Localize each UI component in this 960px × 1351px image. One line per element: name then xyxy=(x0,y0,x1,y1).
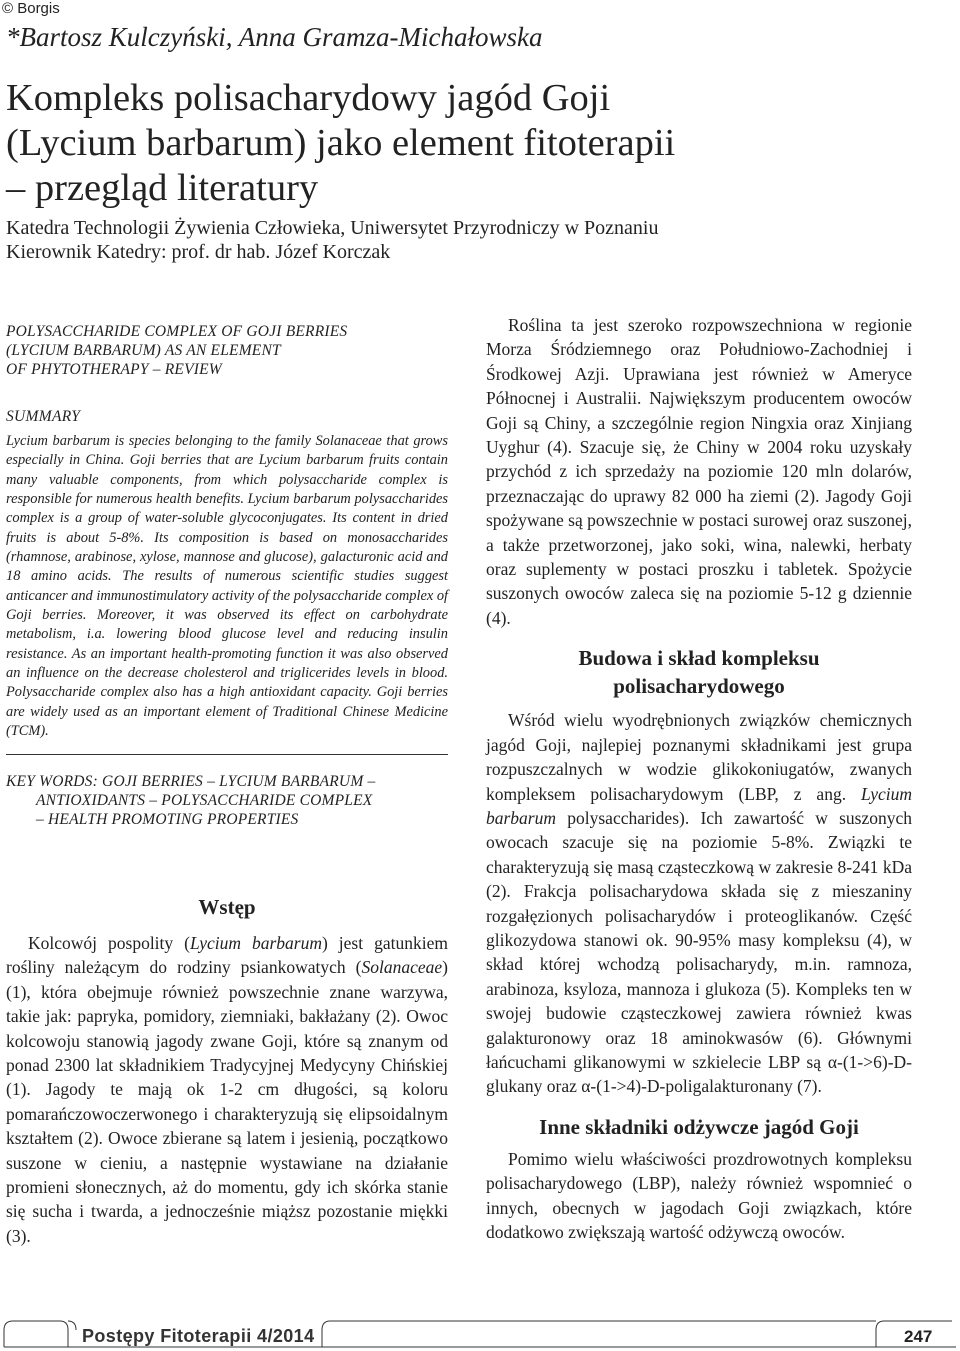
section-heading-nutrients: Inne składniki odżywcze jagód Goji xyxy=(539,1114,859,1139)
paragraph-nutrients: Pomimo wielu właściwości prozdrowotnych kompleksu polisacharydowego (LBP), należy również wspomnieć o innych, obecnych w jagodach Goji związkach, które dodatkowo zwiększają wartość odżywczą owoców. xyxy=(486,1148,912,1242)
intro-paragraph xyxy=(6,931,448,1248)
page-number: 247 xyxy=(904,1327,933,1346)
summary-block xyxy=(6,322,448,829)
title-line: Kompleks polisacharydowy jagód Goji xyxy=(6,77,611,119)
text-run: polysaccharides). Ich zawartość w suszonych owocach szacuje się na poziomie 5-8%. Związki te charakteryzują się masą cząsteczkową w zakresie 8-241 kDa (2). Frakcja polisacharydowa składa się z mieszaniny rozgałęzionych polisacharydów i proteoglikanów. Część glikozydowa stanowi ok. 90-95% masy kompleksu (4), w skład której wchodzą polisacharydy, m.in. ramnoza, arabinoza, ksyloza, mannoza i glukoza (5). Kompleks ten w swojej budowie cząsteczkowej zawiera również kwas galakturonowy oraz 18 aminokwasów (6). Głównymi łańcuchami glikanowymi w szkielecie LBP są α-(1->6)-D-glukany oraz α-(1->4)-D-poligalakturonany (7). xyxy=(486,807,912,1097)
page-footer xyxy=(0,1318,960,1351)
keywords xyxy=(6,772,448,829)
english-title-line: (LYCIUM BARBARUM) AS AN ELEMENT xyxy=(6,342,281,359)
paragraph-distribution: Roślina ta jest szeroko rozpowszechniona w regionie Morza Śródziemnego oraz Południowo-Zachodniej i Środkowej Azji. Uprawiana jest również w Ameryce Północnej i Australii. Największym producentem owoców Goji są Chiny, a szczególnie region Ningxia oraz Xinjiang Uyghur (4). Szacuje się, że Chiny w 2004 roku uzyskały przychód z ich sprzedaży na poziomie 120 mln dolarów, przeznaczając do uprawy 82 000 ha ziemi (2). Jagody Goji spożywane są powszechnie w postaci surowej oraz suszonej, a także przetworzonej, jako soki, wina, nalewki, herbaty oraz suplementy w postaci proszku i tabletek. Spożycie suszonych owoców zaleca się na poziomie 5-12 g dziennie (4). xyxy=(486,315,912,628)
summary-divider xyxy=(6,754,448,755)
heading-line: polisacharydowego xyxy=(613,674,785,699)
text-run: Wśród wielu wyodrębnionych związków chemicznych jagód Goji, najlepiej poznanymi składnikami jest grupa rozpuszczalnych w wodzie glikokoniugatów, zwanych kompleksem polisacharydowym (LBP, z ang. xyxy=(486,710,912,804)
heading-line: Budowa i skład kompleksu xyxy=(578,646,820,671)
keywords-line: KEY WORDS: GOJI BERRIES – LYCIUM BARBARUM – xyxy=(6,772,376,790)
species-name: Lycium barbarum xyxy=(486,783,912,828)
text-run: Kolcowój pospolity ( xyxy=(28,933,190,953)
keywords-line: – HEALTH PROMOTING PROPERTIES xyxy=(36,810,299,828)
title-line: (Lycium barbarum) jako element fitoterapii xyxy=(6,122,676,164)
article-title xyxy=(6,76,675,211)
species-name: Lycium barbarum xyxy=(189,933,322,953)
affiliation: Katedra Technologii Żywienia Człowieka, Uniwersytet Przyrodniczy w Poznaniu xyxy=(6,217,659,239)
paragraph-composition xyxy=(486,708,912,1099)
head-of-department: Kierownik Katedry: prof. dr hab. Józef Korczak xyxy=(6,241,391,263)
right-column-body xyxy=(486,313,912,1244)
left-column-body xyxy=(6,893,448,1248)
intro-heading: Wstęp xyxy=(198,895,256,919)
summary-text: Lycium barbarum is species belonging to the family Solanaceae that grows especially in China. Goji berries that are Lycium barbarum fruits contain many valuable components, from which polysaccharide complex is responsible for numerous health benefits. Lycium barbarum polysaccharides complex is a group of water-soluble glycoconjugates. Its content in dried fruits is about 5-8%. Its composition is based on monosaccharides (rhamnose, arabinose, xylose, mannose and glucose), galacturonic acid and 18 amino acids. The results of numerous scientific studies suggest anticancer and immunostimulatory activity of the polysaccharide complex of Goji berries. Moreover, it was observed its effect on carbohydrate metabolism, i.a. lowering blood glucose level and reducing insulin resistance. As an important health-promoting function it was also observed an influence on the decrease cholesterol and triglicerides levels in blood. Polysaccharide complex also has a high antioxidant capacity. Goji berries are widely used as an important element of Traditional Chinese Medicine (TCM). xyxy=(6,433,449,740)
keywords-line: ANTIOXIDANTS – POLYSACCHARIDE COMPLEX xyxy=(36,791,373,809)
english-title-line: OF PHYTOTHERAPY – REVIEW xyxy=(6,361,222,378)
section-heading-composition xyxy=(486,644,912,700)
copyright-notice: © Borgis xyxy=(2,0,60,17)
family-name: Solanaceae xyxy=(361,957,443,978)
english-title-line: POLYSACCHARIDE COMPLEX OF GOJI BERRIES xyxy=(6,323,348,340)
text-run: ) jest gatunkiem rośliny należącym do rodziny psiankowatych ( xyxy=(6,933,448,978)
journal-name: Postępy Fitoterapii 4/2014 xyxy=(82,1326,315,1346)
title-line: – przegląd literatury xyxy=(6,167,319,209)
text-run: ) (1), która obejmuje również powszechnie znane warzywa, takie jak: papryka, pomidory, ziemniaki, bakłażany (2). Owoc kolcowoju stanowią jagody zwane Goji, które są znanym od ponad 2300 lat składnikiem Tradycyjnej Medycyny Chińskiej (1). Jagody te mają ok 1-2 cm długości, są koloru pomarańczowoczerwonego i charakteryzują się elipsoidalnym kształtem (2). Owoce zbierane są latem i jesienią, początkowo suszone w cieniu, a następnie wystawiane na działanie promieni słonecznych, aż do momentu, gdy ich skórka stanie się sucha i twarda, a jednocześnie miąższ pozostanie miękki (3). xyxy=(6,957,448,1246)
english-title xyxy=(6,322,448,379)
summary-heading: SUMMARY xyxy=(6,408,81,425)
authors: *Bartosz Kulczyński, Anna Gramza-Michałowska xyxy=(6,22,543,52)
affiliation-block xyxy=(6,216,659,264)
